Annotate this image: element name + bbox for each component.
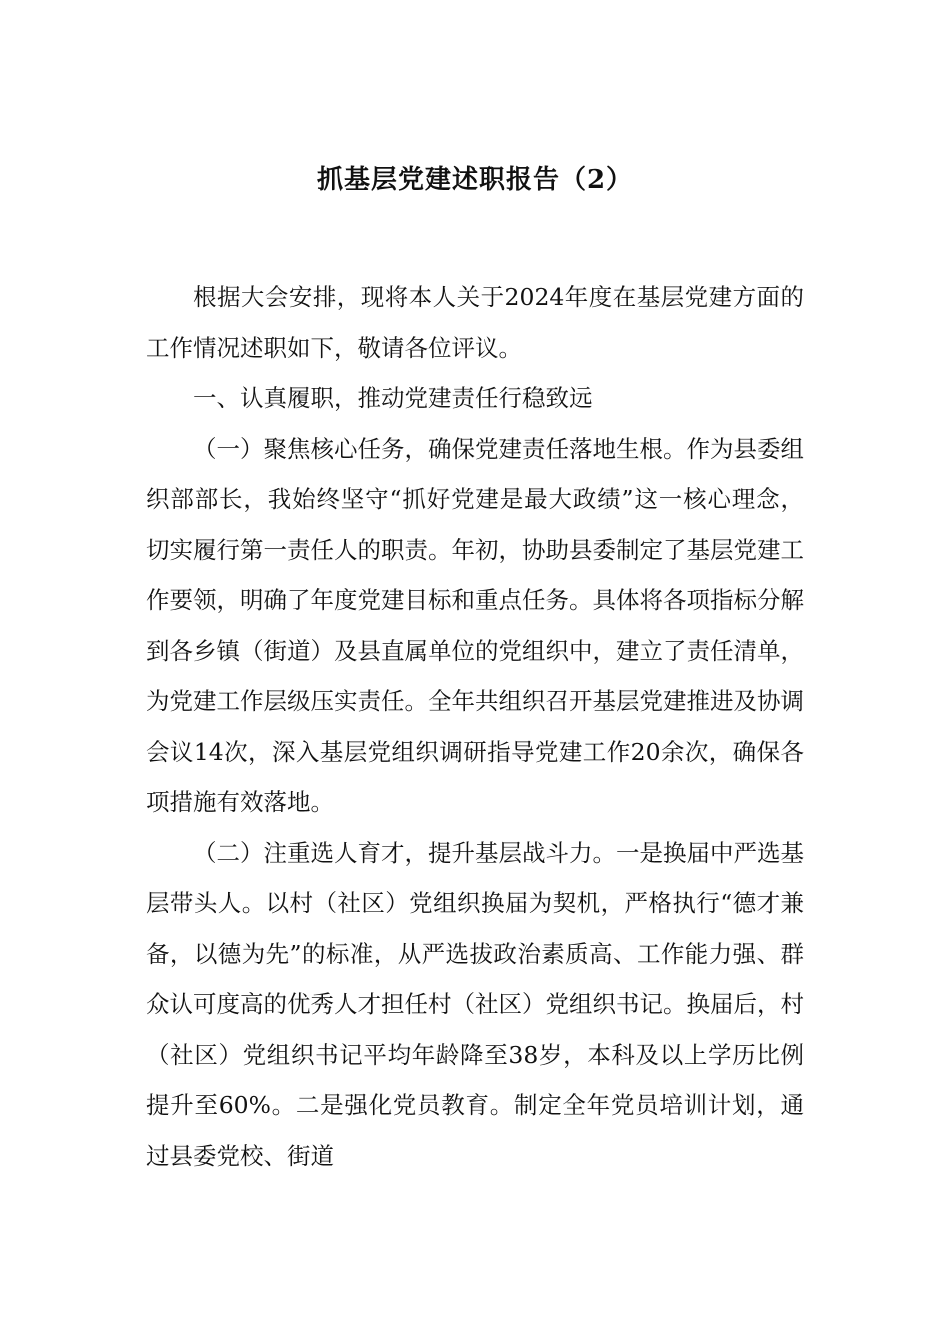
paragraph-subsection-2: （二）注重选人育才，提升基层战斗力。一是换届中严选基层带头人。以村（社区）党组织换届为契机，严格执行“德才兼备，以德为先”的标准，从严选拔政治素质高、工作能力强、群众认可度高的优秀人才担任村（社区）党组织书记。换届后，村（社区）党组织书记平均年龄降至38岁，本科及以上学历比例提升至60%。二是强化党员教育。制定全年党员培训计划，通过县委党校、街道 <box>146 838 804 1170</box>
section-heading-1: 一、认真履职，推动党建责任行稳致远 <box>193 384 593 412</box>
paragraph-intro: 根据大会安排，现将本人关于2024年度在基层党建方面的工作情况述职如下，敬请各位评议。 <box>146 283 804 362</box>
paragraph-subsection-1: （一）聚焦核心任务，确保党建责任落地生根。作为县委组织部部长，我始终坚守“抓好党建是最大政绩”这一核心理念，切实履行第一责任人的职责。年初，协助县委制定了基层党建工作要领，明确了年度党建目标和重点任务。具体将各项指标分解到各乡镇（街道）及县直属单位的党组织中，建立了责任清单，为党建工作层级压实责任。全年共组织召开基层党建推进及协调会议14次，深入基层党组织调研指导党建工作20余次，确保各项措施有效落地。 <box>146 434 804 816</box>
document-title: 抓基层党建述职报告（2） <box>316 165 634 195</box>
document-body <box>146 272 804 1181</box>
